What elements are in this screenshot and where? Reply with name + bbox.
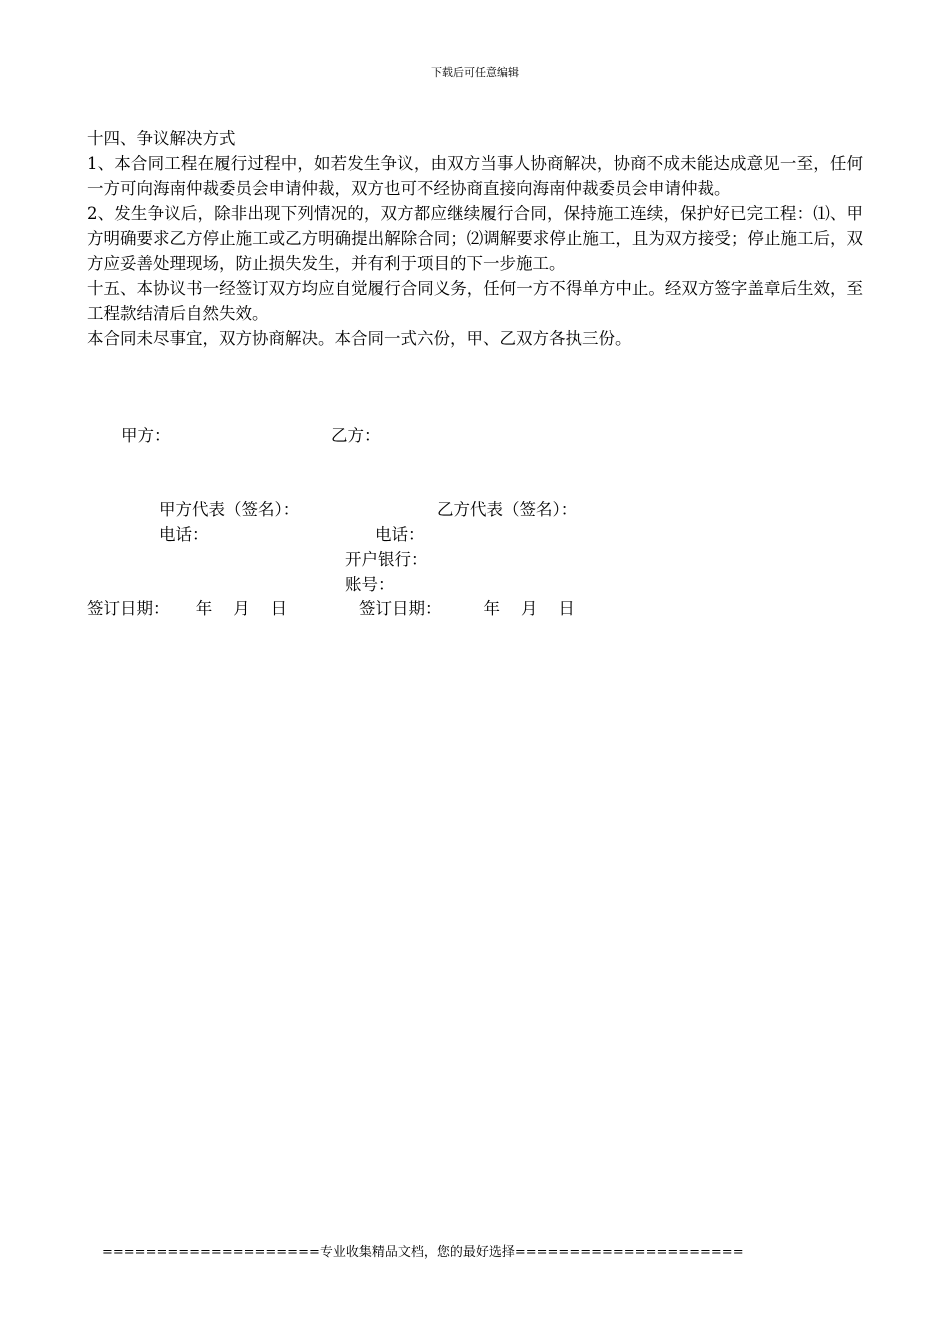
section-15: 十五、本协议书一经签订双方均应自觉履行合同义务，任何一方不得单方中止。经双方签字盖章后生效，至工程款结清后自然失效。 (87, 279, 863, 323)
closing-statement: 本合同未尽事宜，双方协商解决。本合同一式六份，甲、乙双方各执三份。 (87, 329, 632, 348)
party-b-phone: 电话： (375, 525, 425, 544)
party-b-label: 乙方： (331, 426, 381, 445)
section-14-item-2: 2、发生争议后，除非出现下列情况的，双方都应继续履行合同，保持施工连续，保护好已完工程：⑴、甲方明确要求乙方停止施工或乙方明确提出解除合同；⑵调解要求停止施工，且为双方接受；停止施工后，双方应妥善处理现场，防止损失发生，并有利于项目的下一步施工。 (87, 204, 863, 273)
contract-body (87, 126, 863, 351)
party-a-sign-date: 签订日期： 年 月 日 (87, 599, 288, 618)
party-a-representative: 甲方代表（签名）： (159, 500, 300, 519)
section-14-title: 十四、争议解决方式 (87, 129, 236, 148)
footer-note: ====================专业收集精品文档，您的最好选择===================== (102, 1245, 744, 1260)
bank-label: 开户银行： (345, 550, 428, 569)
party-a-label: 甲方： (121, 426, 171, 445)
header-note: 下载后可任意编辑 (431, 66, 519, 79)
party-b-representative: 乙方代表（签名）： (437, 500, 578, 519)
section-14-item-1: 1、本合同工程在履行过程中，如若发生争议，由双方当事人协商解决，协商不成未能达成意见一至，任何一方可向海南仲裁委员会申请仲裁，双方也可不经协商直接向海南仲裁委员会申请仲裁。 (87, 154, 863, 198)
party-b-sign-date: 签订日期： 年 月 日 (359, 599, 575, 618)
account-label: 账号： (345, 575, 395, 594)
party-a-phone: 电话： (159, 525, 209, 544)
